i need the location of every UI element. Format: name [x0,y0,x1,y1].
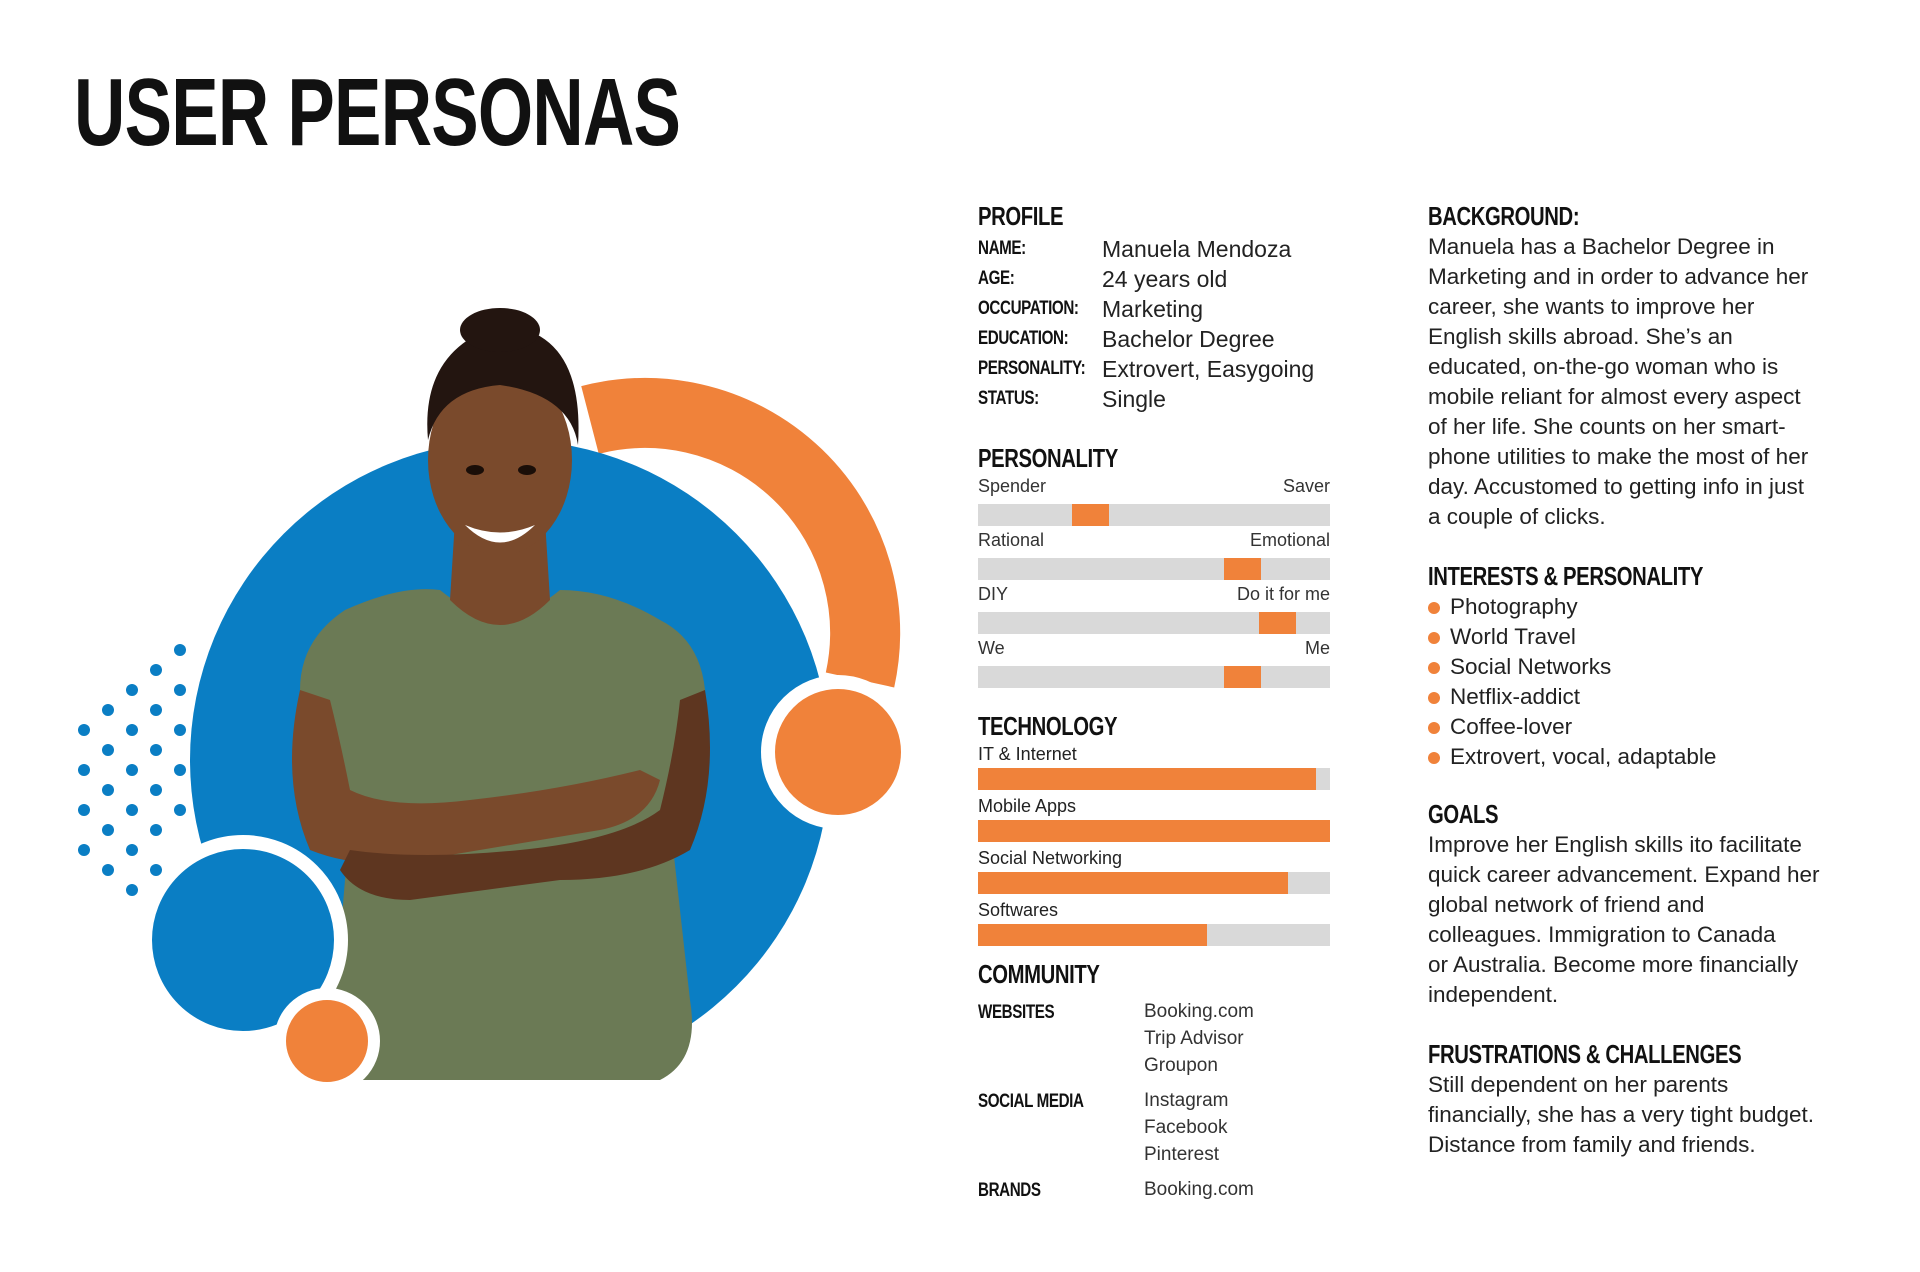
profile-heading: PROFILE [978,201,1064,231]
technology-heading: TECHNOLOGY [978,711,1118,741]
dot-pattern [78,644,186,896]
background-section [1428,200,1848,532]
technology-fill [978,820,1330,842]
text-line: Still dependent on her parents [1428,1072,1729,1097]
profile-label: OCCUPATION: [978,298,1079,319]
community-item: Pinterest [1144,1144,1219,1165]
bullet-dot-icon [1428,632,1440,644]
interests-section [1428,560,1848,772]
text-line: Distance from family and friends. [1428,1132,1756,1157]
scale-right-label: Emotional [1249,530,1330,550]
profile-value: Manuela Mendoza [1102,236,1292,262]
text-line: quick career advancement. Expand her [1428,862,1820,887]
interests-heading: INTERESTS & PERSONALITY [1428,561,1703,591]
scale-right-label: Saver [1282,476,1330,496]
scale-marker [1072,504,1109,526]
scale-left-label: DIY [978,584,1009,604]
text-line: colleagues. Immigration to Canada [1428,922,1776,947]
profile-value: Bachelor Degree [1102,326,1275,352]
list-item: World Travel [1428,622,1848,652]
goals-heading: GOALS [1428,799,1499,829]
scale-left-label: We [978,638,1005,658]
personality-section [978,442,1330,690]
text-line: financially, she has a very tight budget. [1428,1102,1815,1127]
frustrations-text [1428,1070,1848,1160]
interests-list [1428,592,1848,772]
text-line: of her life. She counts on her smart- [1428,414,1786,439]
bullet-dot-icon [1428,692,1440,704]
community-row-social-media [978,1087,1330,1168]
bullet-dot-icon [1428,722,1440,734]
community-row-brands [978,1176,1330,1206]
profile-label: PERSONALITY: [978,358,1086,379]
technology-track [978,924,1330,946]
profile-label: EDUCATION: [978,328,1069,349]
technology-label: Softwares [978,900,1059,920]
scale-left-label: Spender [978,476,1047,496]
profile-label: STATUS: [978,388,1039,409]
community-label: SOCIAL MEDIA [978,1091,1084,1112]
scale-track [978,666,1330,688]
community-item: Booking.com [1144,1179,1254,1200]
profile-label: NAME: [978,238,1026,259]
technology-item [978,898,1330,950]
scale-track [978,558,1330,580]
persona-details-column [978,200,1330,1201]
text-line: career, she wants to improve her [1428,294,1755,319]
list-item: Netflix-addict [1428,682,1848,712]
community-row-websites [978,998,1330,1079]
community-label: BRANDS [978,1180,1041,1201]
scale-track [978,504,1330,526]
orange-circle-right [768,682,908,822]
text-line: a couple of clicks. [1428,504,1606,529]
personality-scale [978,528,1330,582]
community-item: Facebook [1144,1117,1228,1138]
technology-section [978,710,1330,950]
background-heading: BACKGROUND: [1428,201,1580,231]
technology-fill [978,872,1288,894]
community-heading: COMMUNITY [978,959,1100,989]
text-line: or Australia. Become more financially [1428,952,1799,977]
profile-row-name [978,234,1330,264]
scale-right-label: Me [1304,638,1330,658]
personality-scale [978,636,1330,690]
technology-label: IT & Internet [978,744,1077,764]
personality-scale [978,582,1330,636]
bullet-dot-icon [1428,662,1440,674]
orange-circle-small [280,994,374,1088]
goals-section [1428,798,1848,1010]
profile-list [978,234,1330,414]
community-label: WEBSITES [978,1002,1055,1023]
list-item: Coffee-lover [1428,712,1848,742]
technology-item [978,846,1330,898]
community-section [978,958,1330,1206]
scale-marker [1224,666,1261,688]
technology-fill [978,924,1207,946]
personality-scale [978,474,1330,528]
profile-value: 24 years old [1102,266,1228,292]
background-text [1428,232,1848,532]
profile-value: Extrovert, Easygoing [1102,356,1315,382]
list-item: Extrovert, vocal, adaptable [1428,742,1848,772]
scale-marker [1259,612,1296,634]
text-line: Improve her English skills ito facilitate [1428,832,1802,857]
profile-row-age [978,264,1330,294]
technology-label: Social Networking [978,848,1123,868]
list-item: Photography [1428,592,1848,622]
bullet-dot-icon [1428,752,1440,764]
text-line: global network of friend and [1428,892,1705,917]
frustrations-heading: FRUSTRATIONS & CHALLENGES [1428,1039,1742,1069]
technology-fill [978,768,1316,790]
technology-track [978,872,1330,894]
text-line: English skills abroad. She’s an [1428,324,1733,349]
profile-value: Marketing [1102,296,1203,322]
persona-narrative-column [1428,200,1848,1188]
community-item: Instagram [1144,1090,1229,1111]
scale-left-label: Rational [978,530,1045,550]
scale-marker [1224,558,1261,580]
community-item: Groupon [1144,1055,1218,1076]
profile-row-occupation [978,294,1330,324]
technology-item [978,742,1330,794]
persona-portrait [0,0,940,1272]
profile-row-education [978,324,1330,354]
profile-value: Single [1102,386,1166,412]
scale-right-label: Do it for me [1236,584,1330,604]
list-item: Social Networks [1428,652,1848,682]
goals-text [1428,830,1848,1010]
text-line: Manuela has a Bachelor Degree in [1428,234,1775,259]
scale-track [978,612,1330,634]
page-title: USER PERSONAS [74,59,681,166]
profile-row-personality [978,354,1330,384]
text-line: Marketing and in order to advance her [1428,264,1809,289]
community-item: Trip Advisor [1144,1028,1244,1049]
text-line: day. Accustomed to getting info in just [1428,474,1805,499]
profile-section [978,200,1330,414]
profile-label: AGE: [978,268,1015,289]
technology-track [978,820,1330,842]
text-line: phone utilities to make the most of her [1428,444,1809,469]
technology-label: Mobile Apps [978,796,1077,816]
community-item: Booking.com [1144,1001,1254,1022]
text-line: educated, on-the-go woman who is [1428,354,1779,379]
technology-item [978,794,1330,846]
bullet-dot-icon [1428,602,1440,614]
profile-row-status [978,384,1330,414]
frustrations-section [1428,1038,1848,1160]
text-line: mobile reliant for almost every aspect [1428,384,1801,409]
technology-track [978,768,1330,790]
personality-heading: PERSONALITY [978,443,1118,473]
text-line: independent. [1428,982,1559,1007]
